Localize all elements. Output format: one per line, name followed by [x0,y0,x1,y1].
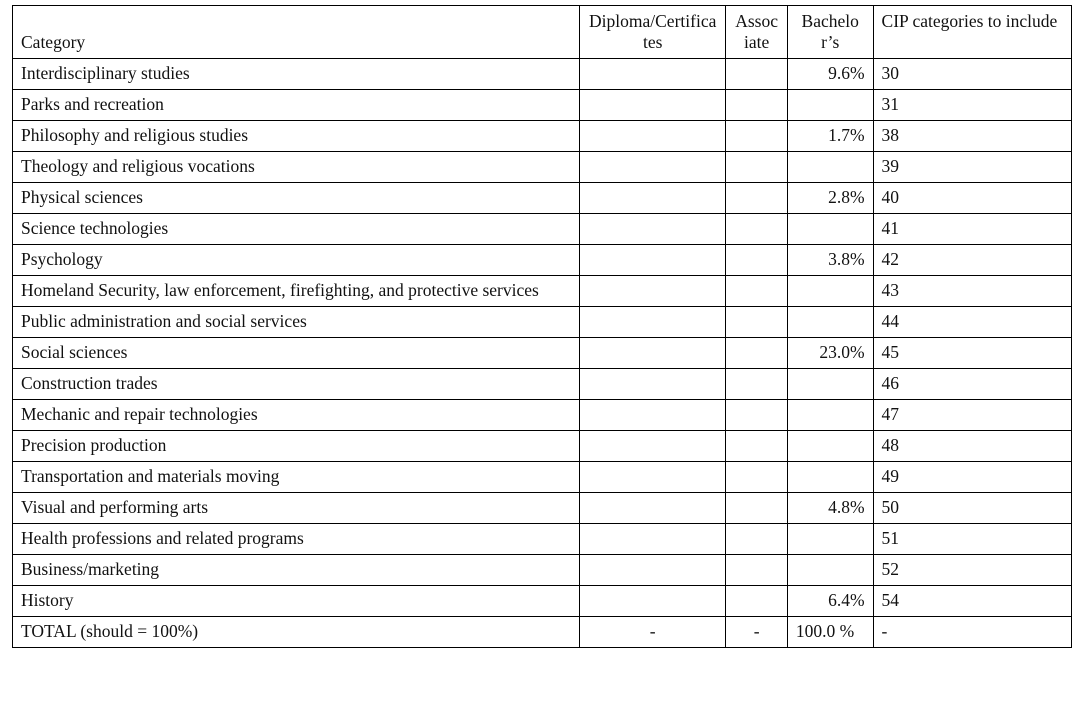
cell-category: Homeland Security, law enforcement, firefighting, and protective services [13,276,580,307]
cell-associate [726,245,788,276]
cell-diploma-certificates [580,121,726,152]
cell-diploma-certificates [580,555,726,586]
cell-diploma-certificates [580,183,726,214]
total-label: TOTAL (should = 100%) [13,617,580,648]
cell-category: Public administration and social services [13,307,580,338]
cell-category: Interdisciplinary studies [13,59,580,90]
cell-diploma-certificates [580,276,726,307]
cell-diploma-certificates [580,307,726,338]
table-row [13,524,1072,555]
cell-bachelors: 3.8% [787,245,873,276]
cell-cip: 39 [873,152,1071,183]
cell-category: Visual and performing arts [13,493,580,524]
cell-cip: 44 [873,307,1071,338]
cell-diploma-certificates [580,524,726,555]
cell-category: Social sciences [13,338,580,369]
cell-diploma-certificates [580,462,726,493]
cell-diploma-certificates [580,369,726,400]
cell-cip: 45 [873,338,1071,369]
table-row [13,276,1072,307]
cell-cip: 48 [873,431,1071,462]
cell-diploma-certificates [580,400,726,431]
table-body [13,59,1072,617]
cell-bachelors: 6.4% [787,586,873,617]
table-row [13,245,1072,276]
cell-bachelors: 23.0% [787,338,873,369]
cell-bachelors [787,307,873,338]
cell-bachelors: 9.6% [787,59,873,90]
cell-category: Construction trades [13,369,580,400]
cell-associate [726,338,788,369]
cell-associate [726,121,788,152]
cell-diploma-certificates [580,152,726,183]
cell-associate [726,214,788,245]
total-row [13,617,1072,648]
cell-bachelors [787,276,873,307]
table-row [13,462,1072,493]
table-row [13,586,1072,617]
cell-associate [726,431,788,462]
cell-category: Parks and recreation [13,90,580,121]
cell-diploma-certificates [580,338,726,369]
cell-bachelors: 4.8% [787,493,873,524]
table-row [13,369,1072,400]
cell-associate [726,462,788,493]
total-associate: - [726,617,788,648]
cell-associate [726,90,788,121]
cell-associate [726,59,788,90]
cell-cip: 42 [873,245,1071,276]
header-bachelors: Bachelor’s [787,6,873,59]
cell-cip: 41 [873,214,1071,245]
cell-category: Mechanic and repair technologies [13,400,580,431]
cell-associate [726,524,788,555]
table-row [13,90,1072,121]
cell-category: Physical sciences [13,183,580,214]
cell-associate [726,555,788,586]
cell-category: Business/marketing [13,555,580,586]
header-row [13,6,1072,59]
cell-associate [726,276,788,307]
cell-associate [726,586,788,617]
cip-category-table [12,5,1072,648]
cell-associate [726,369,788,400]
cell-diploma-certificates [580,245,726,276]
table-row [13,431,1072,462]
table-row [13,152,1072,183]
header-associate: Associate [726,6,788,59]
cell-associate [726,400,788,431]
cell-bachelors [787,152,873,183]
table-row [13,121,1072,152]
cell-category: Theology and religious vocations [13,152,580,183]
cell-cip: 52 [873,555,1071,586]
cell-diploma-certificates [580,493,726,524]
cell-bachelors [787,431,873,462]
table-row [13,400,1072,431]
cell-cip: 47 [873,400,1071,431]
cell-cip: 50 [873,493,1071,524]
cell-cip: 46 [873,369,1071,400]
cell-diploma-certificates [580,431,726,462]
cell-cip: 49 [873,462,1071,493]
cell-bachelors [787,462,873,493]
table-row [13,493,1072,524]
header-category: Category [13,6,580,59]
cell-diploma-certificates [580,59,726,90]
table-row [13,59,1072,90]
cell-cip: 40 [873,183,1071,214]
cell-category: Psychology [13,245,580,276]
cell-category: Science technologies [13,214,580,245]
cell-bachelors [787,214,873,245]
cell-bachelors [787,524,873,555]
cell-associate [726,152,788,183]
cell-cip: 38 [873,121,1071,152]
cell-category: Precision production [13,431,580,462]
table-row [13,183,1072,214]
table-row [13,307,1072,338]
cell-bachelors: 1.7% [787,121,873,152]
cell-associate [726,493,788,524]
total-diploma: - [580,617,726,648]
cell-associate [726,183,788,214]
cell-category: Philosophy and religious studies [13,121,580,152]
cell-category: Health professions and related programs [13,524,580,555]
table-row [13,338,1072,369]
cell-bachelors [787,369,873,400]
cell-bachelors [787,90,873,121]
cell-bachelors [787,400,873,431]
cell-diploma-certificates [580,586,726,617]
cell-bachelors: 2.8% [787,183,873,214]
cell-category: Transportation and materials moving [13,462,580,493]
cell-bachelors [787,555,873,586]
cell-diploma-certificates [580,90,726,121]
cell-cip: 51 [873,524,1071,555]
header-cip-categories: CIP categories to include [873,6,1071,59]
cell-category: History [13,586,580,617]
header-diploma-certificates: Diploma/Certificates [580,6,726,59]
cell-associate [726,307,788,338]
cell-cip: 30 [873,59,1071,90]
total-bachelors: 100.0 % [787,617,873,648]
total-cip: - [873,617,1071,648]
table-row [13,214,1072,245]
table-row [13,555,1072,586]
cell-cip: 54 [873,586,1071,617]
cell-cip: 43 [873,276,1071,307]
cell-cip: 31 [873,90,1071,121]
cell-diploma-certificates [580,214,726,245]
